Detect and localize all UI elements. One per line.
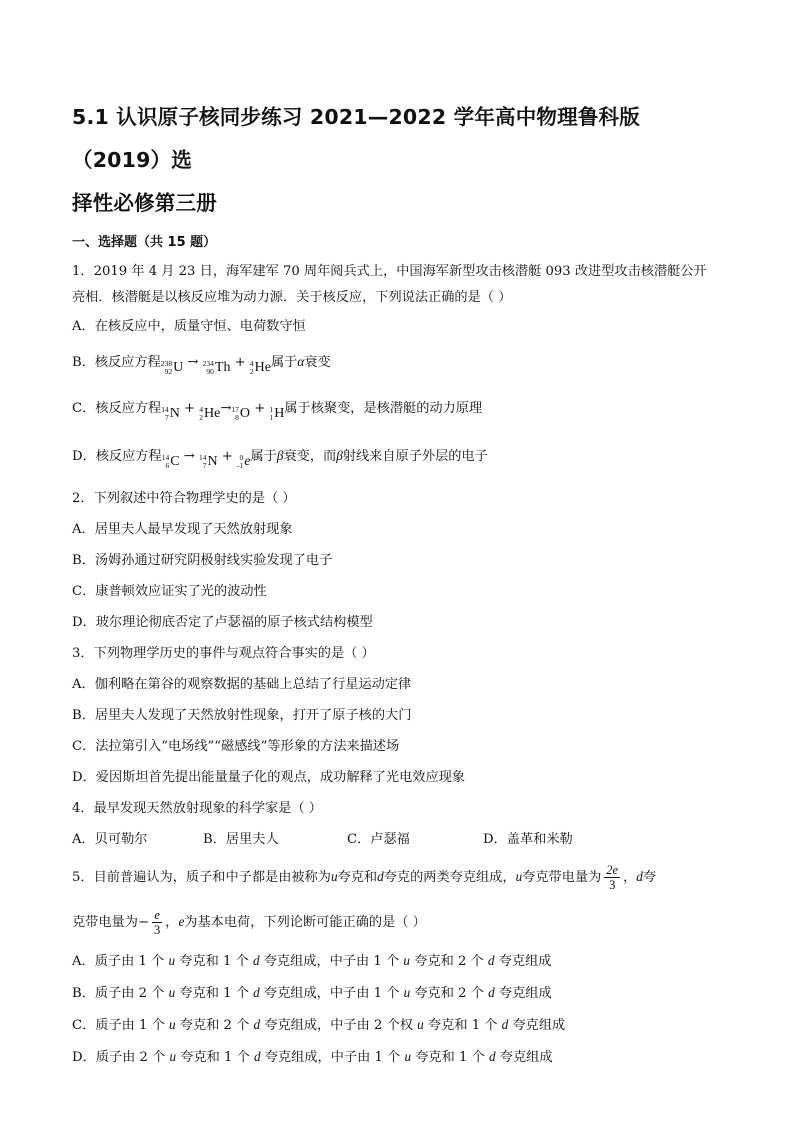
section-heading: 一、选择题（共 15 题） bbox=[72, 235, 217, 250]
nuclide-u238: 238 92 U bbox=[160, 359, 184, 376]
nuclide-n14: 14 7 N bbox=[161, 405, 180, 422]
nuclide-c14: 14 6 C bbox=[161, 453, 180, 470]
q2-option-c: C．康普顿效应证实了光的波动性 bbox=[72, 584, 267, 599]
title-line-1: 5.1 认识原子核同步练习 2021—2022 学年高中物理鲁科版（2019）选 bbox=[72, 105, 640, 172]
q5-stem-line-2: 克带电量为− $\frac{e}{3}$ ，e为基本电荷，下列论断可能正确的是（ ） bbox=[72, 908, 426, 937]
q4-option-b: B．居里夫人 bbox=[203, 832, 279, 847]
q4-stem: 4．最早发现天然放射现象的科学家是（ ） bbox=[72, 801, 322, 816]
q3-option-b: B．居里夫人发现了天然放射性现象，打开了原子核的大门 bbox=[72, 708, 412, 723]
fraction-2e-over-3: $\frac{2e}{3}$ bbox=[606, 863, 619, 892]
q1-option-d: D．核反应方程 14 6 C → 14 7 N + 0 -1 e 属于β衰变，而β射线来自原子外层的电子 bbox=[72, 435, 722, 483]
title-line-2: 择性必修第三册 bbox=[72, 191, 217, 215]
document-title bbox=[72, 96, 722, 225]
q2-option-d: D．玻尔理论彻底否定了卢瑟福的原子核式结构模型 bbox=[72, 615, 373, 630]
question-2 bbox=[72, 483, 722, 638]
nuclide-he4: 4 2 He bbox=[249, 359, 271, 376]
q4-options bbox=[72, 824, 722, 855]
q1-option-b: B．核反应方程 238 92 U → 234 90 Th + 4 2 He 属于α衰变 bbox=[72, 342, 722, 388]
q1-stem-line-1: 1．2019 年 4 月 23 日，海军建军 70 周年阅兵式上，中国海军新型攻击核潜艇 093 改进型攻击核潜艇公开 bbox=[72, 264, 707, 279]
q2-option-a: A．居里夫人最早发现了天然放射现象 bbox=[72, 522, 293, 537]
q5-option-d: D．质子由 2 个 u 夸克和 1 个 d 夸克组成，中子由 1 个 u 夸克和 1 个 d 夸克组成 bbox=[72, 1049, 553, 1065]
question-3 bbox=[72, 638, 722, 793]
nuclide-n14: 14 7 N bbox=[198, 453, 218, 470]
q3-stem: 3．下列物理学历史的事件与观点符合事实的是（ ） bbox=[72, 646, 375, 661]
nuclide-th234: 234 90 Th bbox=[202, 359, 231, 376]
nuclide-o17: 17 8 O bbox=[231, 405, 251, 422]
fraction-e-over-3: $\frac{e}{3}$ bbox=[154, 908, 161, 937]
nuclide-he4: 4 2 He bbox=[199, 405, 221, 422]
q5-option-a: A．质子由 1 个 u 夸克和 1 个 d 夸克组成，中子由 1 个 u 夸克和 2 个 d 夸克组成 bbox=[72, 953, 552, 969]
q5-option-c: C．质子由 1 个 u 夸克和 2 个 d 夸克组成，中子由 2 个权 u 夸克和 1 个 d 夸克组成 bbox=[72, 1017, 566, 1033]
question-1 bbox=[72, 259, 722, 483]
q4-option-c: C．卢瑟福 bbox=[347, 832, 410, 847]
q3-option-d: D．爱因斯坦首先提出能量量子化的观点，成功解释了光电效应现象 bbox=[72, 770, 466, 785]
q4-option-a: A．贝可勒尔 bbox=[72, 832, 148, 847]
q1-option-a: A．在核反应中，质量守恒、电荷数守恒 bbox=[72, 319, 306, 334]
q2-option-b: B．汤姆孙通过研究阴极射线实验发现了电子 bbox=[72, 553, 333, 568]
q5-option-b: B．质子由 2 个 u 夸克和 1 个 d 夸克组成，中子由 1 个 u 夸克和 2 个 d 夸克组成 bbox=[72, 985, 552, 1001]
q4-option-d: D．盖革和米勒 bbox=[483, 832, 573, 847]
document-page bbox=[72, 96, 722, 1073]
electron: 0 -1 e bbox=[237, 453, 251, 470]
q3-option-a: A．伽利略在第谷的观察数据的基础上总结了行星运动定律 bbox=[72, 677, 412, 692]
q1-stem-line-2: 亮相．核潜艇是以核反应堆为动力源．关于核反应，下列说法正确的是（ ） bbox=[72, 290, 512, 305]
q1-option-c: C．核反应方程 14 7 N + 4 2 He → 17 8 O + 1 1 H 属于核聚变，是核潜艇的动力原理 bbox=[72, 388, 722, 435]
q5-stem-line-1: 5．目前普遍认为，质子和中子都是由被称为u夸克和d夸克的两类夸克组成，u夸克带电量为 $\frac{2e}{3}$ ，d夸 bbox=[72, 863, 657, 892]
question-4 bbox=[72, 793, 722, 855]
q3-option-c: C．法拉第引入“电场线”“磁感线”等形象的方法来描述场 bbox=[72, 739, 400, 754]
q2-stem: 2．下列叙述中符合物理学史的是（ ） bbox=[72, 491, 296, 506]
nuclide-h1: 1 1 H bbox=[269, 405, 285, 422]
question-5 bbox=[72, 855, 722, 1073]
